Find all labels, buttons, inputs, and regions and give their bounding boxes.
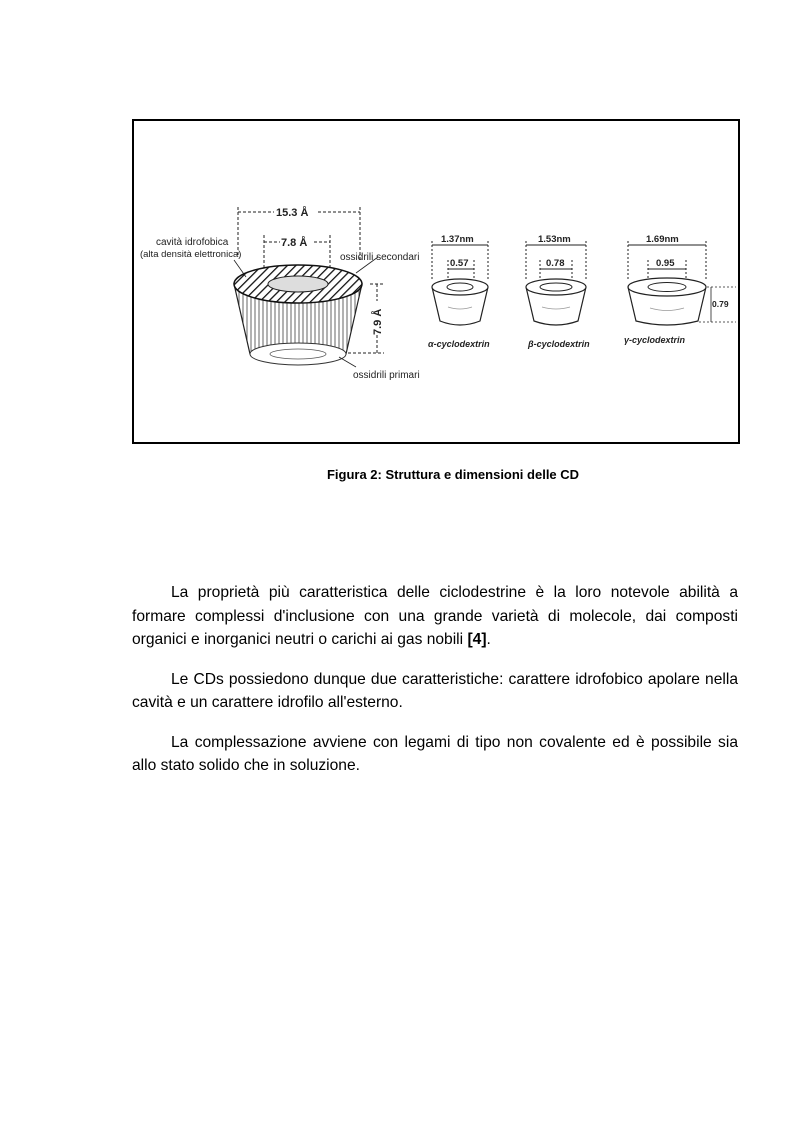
paragraph-3: La complessazione avviene con legami di tipo non covalente ed è possibile sia allo stato solido che in soluzione. <box>132 733 738 774</box>
figure-frame <box>132 119 740 444</box>
alpha-inner-label: 0.57 <box>450 258 469 269</box>
body-text <box>132 581 738 794</box>
height-label: 7.9 Å <box>372 308 384 335</box>
citation-ref: [4] <box>467 631 487 648</box>
gamma-outer-label: 1.69nm <box>646 234 679 245</box>
beta-inner-label: 0.78 <box>546 258 565 269</box>
cyclodextrin-structure-diagram <box>134 121 738 442</box>
paragraph-1-text: La proprietà più caratteristica delle ciclodestrine è la loro notevole abilità a formare complessi d'inclusione con una grande varietà di molecole, dai composti organici e inorganici neutri o carichi ai gas nobili <box>132 584 738 648</box>
paragraph-1-end: . <box>486 631 491 648</box>
gamma-height-label: 0.79 <box>712 299 729 309</box>
gamma-inner-label: 0.95 <box>656 258 675 269</box>
beta-outer-label: 1.53nm <box>538 234 571 245</box>
alpha-name-label: α-cyclodextrin <box>428 339 490 349</box>
cavity-label-line1: cavità idrofobica <box>156 237 229 248</box>
paragraph-1 <box>132 581 738 652</box>
alpha-cyclodextrin <box>428 234 490 349</box>
paragraph-2: Le CDs possiedono dunque due caratteristiche: carattere idrofobico apolare nella cavità e un carattere idrofilo all'esterno. <box>132 670 738 711</box>
secondary-hydroxyl-label: ossidrili secondari <box>340 252 420 263</box>
beta-cyclodextrin <box>526 234 590 349</box>
gamma-name-label: γ-cyclodextrin <box>624 335 686 345</box>
main-torus <box>140 206 420 381</box>
figure-caption: Figura 2: Struttura e dimensioni delle CD <box>326 467 580 482</box>
outer-diameter-label: 15.3 Å <box>276 207 309 219</box>
primary-hydroxyl-label: ossidrili primari <box>353 370 420 381</box>
gamma-cyclodextrin <box>624 234 736 345</box>
inner-diameter-label: 7.8 Å <box>281 237 308 249</box>
alpha-outer-label: 1.37nm <box>441 234 474 245</box>
cavity-label-line2: (alta densità elettronica) <box>140 249 242 260</box>
beta-name-label: β-cyclodextrin <box>528 339 590 349</box>
